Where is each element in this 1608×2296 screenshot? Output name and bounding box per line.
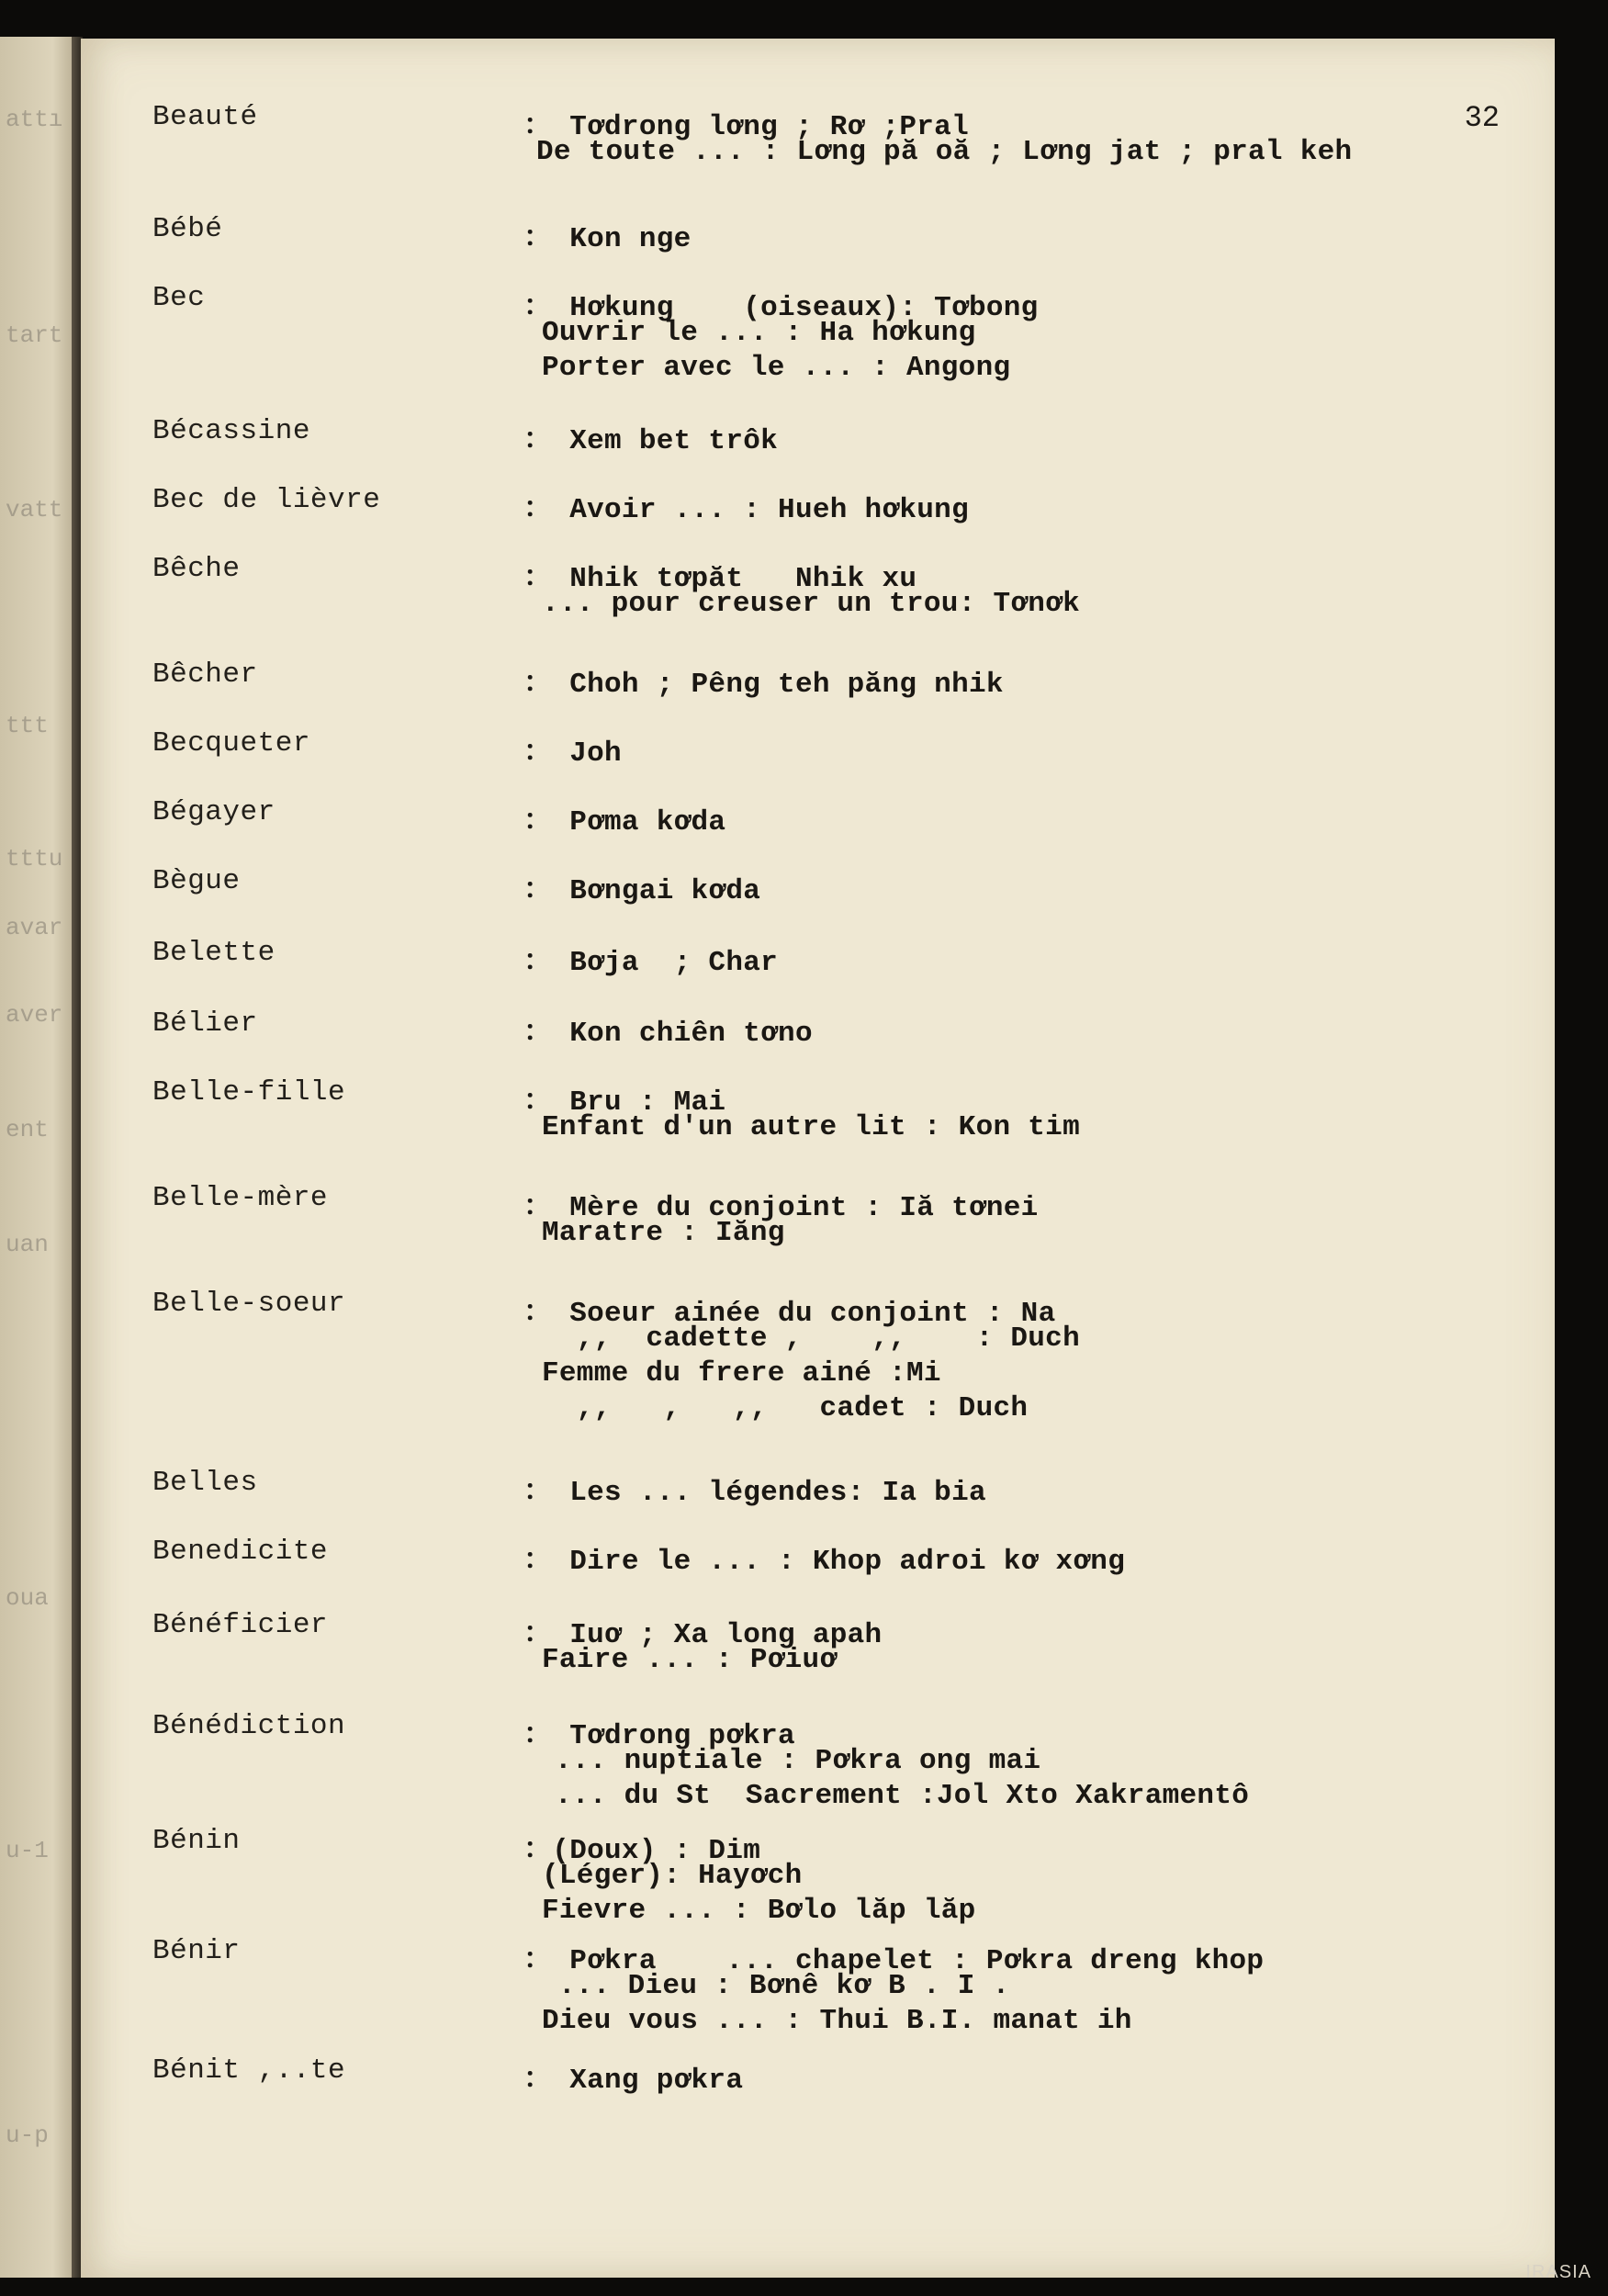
entry-definition: ： Tơdrong pơkra bbox=[523, 1720, 795, 1752]
entry-headword: Bégayer bbox=[152, 796, 275, 828]
entry-definition: ： Avoir ... : Hueh hơkung bbox=[523, 494, 969, 526]
entry-headword: Bêche bbox=[152, 553, 241, 585]
entry-headword: Beauté bbox=[152, 101, 258, 133]
entry-definition: ：(Doux) : Dim bbox=[523, 1835, 761, 1867]
entry-headword: Bélier bbox=[152, 1007, 258, 1040]
entry-headword: Bénit ,..te bbox=[152, 2054, 346, 2087]
page-number: 32 bbox=[1464, 101, 1500, 135]
entry-definition: ： Xang pơkra bbox=[523, 2065, 744, 2097]
ghost-fragment: tart bbox=[6, 321, 63, 349]
entry-headword: Belle-mère bbox=[152, 1182, 329, 1214]
entry-definition: ： Hơkung (oiseaux): Tơbong bbox=[523, 292, 1039, 324]
entry-subdefinition: ,, cadette , ,, : Duch bbox=[542, 1322, 1080, 1355]
entry-subdefinition: Porter avec le ... : Angong bbox=[542, 352, 1011, 384]
entry-subdefinition: ... nuptiale : Pơkra ong mai bbox=[555, 1745, 1041, 1777]
entry-definition: ： Tơdrong lơng ; Rơ ;Pral bbox=[523, 111, 969, 143]
ghost-fragment: u-p bbox=[6, 2122, 49, 2149]
entry-subdefinition: Fievre ... : Bơlo lăp lăp bbox=[542, 1895, 976, 1927]
ghost-fragment: vatt bbox=[6, 496, 63, 523]
entry-definition: ： Les ... légendes: Ia bia bbox=[523, 1477, 986, 1509]
entry-definition: ： Joh bbox=[523, 737, 622, 770]
entry-headword: Bénin bbox=[152, 1825, 241, 1857]
ghost-fragment: oua bbox=[6, 1584, 49, 1612]
ghost-fragment: avar bbox=[6, 914, 63, 941]
entry-definition: ： Xem bet trôk bbox=[523, 425, 779, 457]
entry-headword: Belle-fille bbox=[152, 1076, 346, 1109]
ghost-fragment: ent bbox=[6, 1116, 49, 1143]
entry-definition: ： Dire le ... : Khop adroi kơ xơng bbox=[523, 1546, 1126, 1578]
entry-headword: Belle-soeur bbox=[152, 1288, 346, 1320]
entry-headword: Bègue bbox=[152, 865, 241, 897]
entry-subdefinition: Enfant d'un autre lit : Kon tim bbox=[542, 1111, 1080, 1143]
entry-headword: Bénir bbox=[152, 1935, 241, 1967]
entry-definition: ： Kon chiên tơno bbox=[523, 1018, 813, 1050]
entry-definition: ： Pơma kơda bbox=[523, 806, 726, 838]
entry-headword: Becqueter bbox=[152, 727, 310, 760]
entry-definition: ： Bơja ; Char bbox=[523, 947, 779, 979]
entry-headword: Bec bbox=[152, 282, 206, 314]
entry-definition: ： Soeur ainée du conjoint : Na bbox=[523, 1298, 1056, 1330]
entry-definition: ： Bơngai kơda bbox=[523, 875, 761, 907]
entry-definition: ： Kon nge bbox=[523, 223, 692, 255]
ghost-fragment: tttu bbox=[6, 845, 63, 872]
entry-subdefinition: Ouvrir le ... : Ha hơkung bbox=[542, 317, 976, 349]
ghost-fragment: aver bbox=[6, 1001, 63, 1029]
entry-definition: ： Nhik tơpăt Nhik xu bbox=[523, 563, 917, 595]
ghost-fragment: ttt bbox=[6, 712, 49, 739]
ghost-fragment: attı bbox=[6, 106, 63, 133]
dictionary-page bbox=[81, 39, 1555, 2278]
entry-subdefinition: ,, , ,, cadet : Duch bbox=[542, 1392, 1029, 1424]
ghost-fragment: u-1 bbox=[6, 1837, 49, 1864]
entry-definition: ： Mère du conjoint : Iă tơnei bbox=[523, 1192, 1039, 1224]
watermark-brand: IRASIA bbox=[1525, 2262, 1591, 2282]
entry-subdefinition: De toute ... : Lơng pă oă ; Lơng jat ; pral keh bbox=[536, 136, 1353, 168]
previous-page-edge bbox=[0, 37, 75, 2278]
entry-subdefinition: Femme du frere ainé :Mi bbox=[542, 1357, 941, 1390]
entry-definition: ： Iuơ ; Xa long apah bbox=[523, 1619, 883, 1651]
entry-headword: Bénédiction bbox=[152, 1710, 346, 1742]
entry-subdefinition: ... Dieu : Bơnê kơ B . I . bbox=[558, 1970, 1010, 2002]
entry-subdefinition: Dieu vous ... : Thui B.I. manat ih bbox=[542, 2005, 1132, 2037]
entry-headword: Bêcher bbox=[152, 658, 258, 691]
entry-headword: Bébé bbox=[152, 213, 223, 245]
entry-headword: Belette bbox=[152, 937, 275, 969]
entry-subdefinition: ... du St Sacrement :Jol Xto Xakramentô bbox=[555, 1780, 1250, 1812]
entry-subdefinition: ... pour creuser un trou: Tơnơk bbox=[542, 588, 1080, 620]
entry-subdefinition: Maratre : Iăng bbox=[542, 1217, 785, 1249]
entry-headword: Bec de lièvre bbox=[152, 484, 381, 516]
entry-headword: Benedicite bbox=[152, 1536, 329, 1568]
entry-headword: Bénéficier bbox=[152, 1609, 329, 1641]
entry-subdefinition: (Léger): Hayơch bbox=[542, 1860, 803, 1892]
entry-definition: ： Pơkra ... chapelet : Pơkra dreng khop bbox=[523, 1945, 1265, 1977]
entry-headword: Belles bbox=[152, 1467, 258, 1499]
entry-subdefinition: Faire ... : Pơiuơ bbox=[542, 1644, 838, 1676]
entry-headword: Bécassine bbox=[152, 415, 310, 447]
entry-definition: ： Bru : Mai bbox=[523, 1086, 726, 1119]
entry-definition: ： Choh ; Pêng teh păng nhik bbox=[523, 669, 1004, 701]
ghost-fragment: uan bbox=[6, 1231, 49, 1258]
